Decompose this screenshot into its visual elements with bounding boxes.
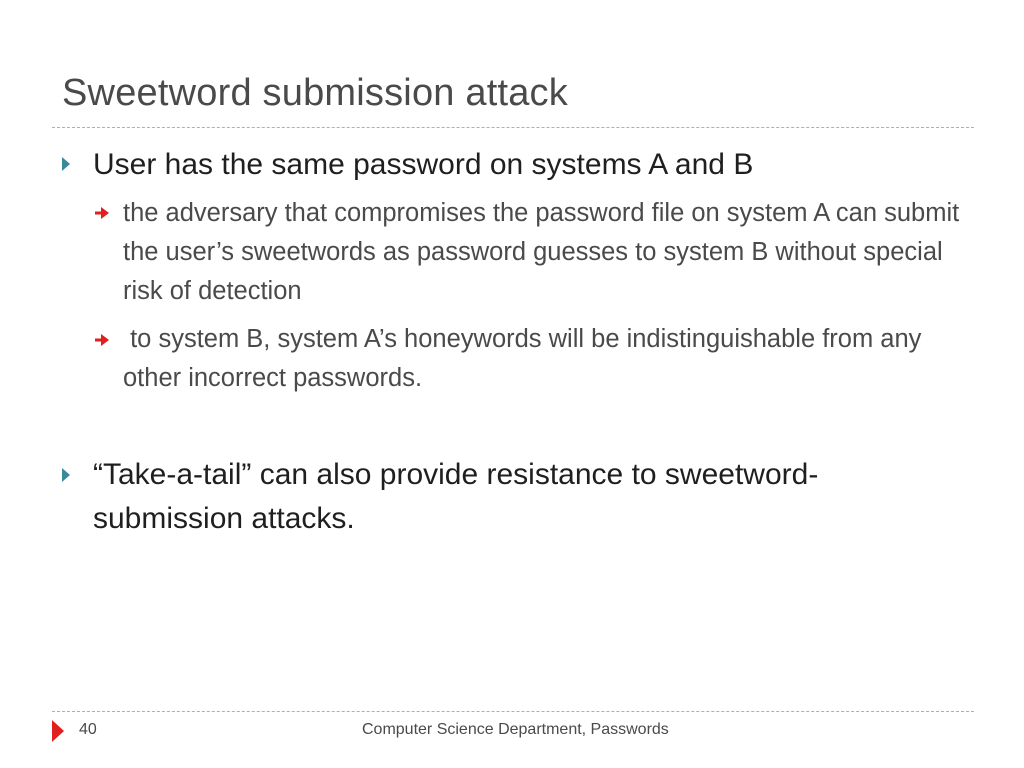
sub-bullet-text: the adversary that compromises the password file on system A can submit the user’s sweetwords as password guesses to system B without special risk of detection — [123, 199, 960, 305]
footer-divider — [52, 711, 974, 712]
arrow-right-icon — [95, 334, 109, 346]
bullet-triangle-icon — [62, 468, 70, 482]
sub-bullet-text: to system B, system A’s honeywords will be indistinguishable from any other incorrect passwords. — [123, 325, 929, 392]
page-number: 40 — [79, 721, 97, 738]
bullet-triangle-icon — [62, 157, 70, 171]
arrow-right-icon — [95, 207, 109, 219]
bullet-text: User has the same password on systems A and B — [93, 148, 754, 181]
bullet-text: “Take-a-tail” can also provide resistance to sweetword-submission attacks. — [93, 458, 819, 535]
footer-triangle-icon — [52, 720, 64, 742]
footer-text: Computer Science Department, Passwords — [362, 721, 669, 738]
title-divider — [52, 127, 974, 128]
slide-title: Sweetword submission attack — [62, 72, 568, 114]
